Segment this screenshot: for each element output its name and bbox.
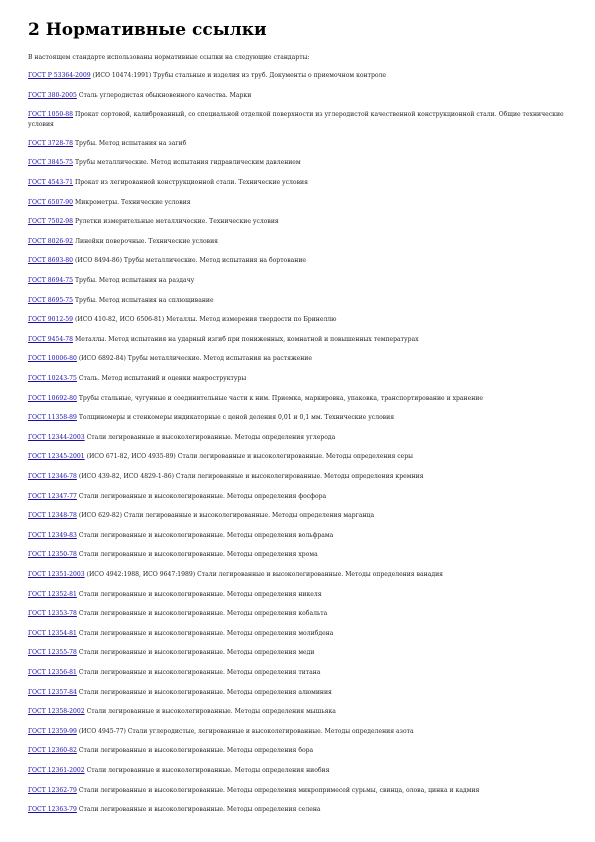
- reference-link[interactable]: ГОСТ 1050-88: [28, 111, 74, 119]
- reference-item: [28, 766, 568, 776]
- reference-item: [28, 707, 568, 717]
- reference-item: [28, 394, 568, 404]
- reference-title: Стали легированные и высоколегированные. Методы определения микропримесей сурьмы, свинца, олова, цинка и кадмия: [76, 786, 480, 794]
- reference-title: Стали легированные и высоколегированные. Методы определения ниобия: [84, 767, 330, 774]
- reference-item: [28, 433, 568, 443]
- reference-item: [28, 178, 568, 188]
- reference-title: Линейки поверочные. Технические условия: [73, 237, 218, 245]
- reference-link[interactable]: ГОСТ 12346-78: [28, 473, 77, 480]
- reference-title: Стали легированные и высоколегированные. Методы определения углерода: [84, 433, 336, 441]
- reference-title: Стали легированные и высоколегированные. Методы определения мышьяка: [84, 708, 336, 716]
- reference-item: [28, 158, 568, 168]
- reference-item: [28, 335, 568, 345]
- reference-link[interactable]: ГОСТ 9012-59: [28, 316, 74, 324]
- reference-title: Трубы. Метод испытания на загиб: [73, 139, 187, 147]
- reference-title: Стали легированные и высоколегированные. Методы определения фосфора: [76, 492, 327, 500]
- intro-paragraph: В настоящем стандарте использованы нормативные ссылки на следующие стандарты:: [28, 54, 310, 61]
- reference-title: Микрометры. Технические условия: [73, 198, 191, 206]
- reference-title: (ИСО 410-82, ИСО 6506-81) Металлы. Метод измерения твердости по Бринеллю: [73, 316, 337, 324]
- reference-title: Стали легированные и высоколегированные. Методы определения вольфрама: [76, 531, 334, 539]
- reference-title: Стали легированные и высоколегированные. Методы определения кобальта: [76, 610, 328, 618]
- reference-item: [28, 256, 568, 266]
- reference-title: Стали легированные и высоколегированные. Методы определения молибдена: [76, 629, 334, 637]
- reference-item: [28, 511, 568, 521]
- reference-link[interactable]: ГОСТ 6507-90: [28, 198, 74, 206]
- reference-link[interactable]: ГОСТ 12358-2002: [28, 708, 85, 716]
- reference-item: [28, 217, 568, 227]
- reference-link[interactable]: ГОСТ 7502-98: [28, 218, 74, 226]
- reference-link[interactable]: ГОСТ 12351-2003: [28, 571, 85, 578]
- reference-link[interactable]: ГОСТ 12360-82: [28, 747, 77, 755]
- reference-link[interactable]: ГОСТ 3845-75: [28, 159, 74, 167]
- reference-item: [28, 805, 568, 815]
- reference-item: [28, 609, 568, 619]
- reference-title: (ИСО 4942:1988, ИСО 9647:1989) Стали легированные и высоколегированные. Методы определения ванадия: [84, 571, 444, 578]
- reference-link[interactable]: ГОСТ 10692-80: [28, 394, 77, 402]
- reference-item: [28, 531, 568, 541]
- reference-item: [28, 198, 568, 208]
- reference-link[interactable]: ГОСТ 12357-84: [28, 688, 77, 696]
- reference-title: (ИСО 10474:1991) Трубы стальные и изделия из труб. Документы о приемочном контроле: [90, 72, 387, 79]
- reference-link[interactable]: ГОСТ 12344-2003: [28, 433, 85, 441]
- reference-link[interactable]: ГОСТ 12352-81: [28, 590, 77, 598]
- reference-item: [28, 354, 568, 364]
- reference-title: Сталь. Метод испытаний и оценки макроструктуры: [76, 375, 247, 382]
- reference-title: Стали легированные и высоколегированные. Методы определения никеля: [76, 590, 322, 598]
- reference-title: Трубы. Метод испытания на сплющивание: [73, 296, 214, 304]
- reference-item: [28, 746, 568, 756]
- reference-item: [28, 110, 568, 130]
- section-heading: 2 Нормативные ссылки: [28, 20, 267, 40]
- reference-link[interactable]: ГОСТ 12355-78: [28, 649, 77, 657]
- reference-link[interactable]: ГОСТ 12349-83: [28, 531, 77, 539]
- reference-link[interactable]: ГОСТ 10243-75: [28, 375, 77, 382]
- reference-item: [28, 91, 568, 101]
- reference-item: [28, 668, 568, 678]
- reference-link[interactable]: ГОСТ 12361-2002: [28, 767, 85, 774]
- reference-item: [28, 139, 568, 149]
- reference-item: [28, 590, 568, 600]
- reference-title: Трубы металлические. Метод испытания гидравлическим давлением: [73, 159, 301, 167]
- reference-item: [28, 492, 568, 502]
- reference-title: Прокат сортовой, калиброванный, со специальной отделкой поверхности из углеродистой качественной конструкционной стали. Общие технические условия: [28, 111, 564, 129]
- reference-title: (ИСО 8494-86) Трубы металлические. Метод испытания на бортование: [73, 257, 307, 265]
- reference-item: [28, 786, 568, 796]
- reference-link[interactable]: ГОСТ 12348-78: [28, 512, 77, 520]
- reference-title: (ИСО 4945-77) Стали углеродистые, легированные и высоколегированные. Методы определения азота: [76, 727, 414, 735]
- reference-item: [28, 71, 568, 81]
- reference-title: Металлы. Метод испытания на ударный изгиб при пониженных, комнатной и повышенных температурах: [73, 335, 419, 343]
- reference-title: (ИСО 671-82, ИСО 4935-89) Стали легированные и высоколегированные. Методы определения серы: [84, 453, 413, 461]
- reference-title: Стали легированные и высоколегированные. Методы определения селена: [76, 806, 321, 814]
- reference-title: Прокат из легированной конструкционной стали. Технические условия: [73, 179, 308, 186]
- reference-item: [28, 296, 568, 306]
- reference-item: [28, 413, 568, 423]
- reference-item: [28, 570, 568, 580]
- reference-item: [28, 374, 568, 384]
- reference-link[interactable]: ГОСТ 9454-78: [28, 335, 74, 343]
- reference-link[interactable]: ГОСТ 8695-75: [28, 296, 74, 304]
- reference-title: (ИСО 629-82) Стали легированные и высоколегированные. Методы определения марганца: [76, 512, 375, 520]
- reference-link[interactable]: ГОСТ 10006-80: [28, 355, 77, 363]
- reference-link[interactable]: ГОСТ 380-2005: [28, 91, 77, 99]
- reference-link[interactable]: ГОСТ 12354-81: [28, 629, 77, 637]
- reference-link[interactable]: ГОСТ 8693-80: [28, 257, 74, 265]
- reference-item: [28, 472, 568, 482]
- reference-link[interactable]: ГОСТ 3728-78: [28, 139, 74, 147]
- reference-title: Толщиномеры и стенкомеры индикаторные с ценой деления 0,01 и 0,1 мм. Технические условия: [76, 414, 395, 422]
- reference-title: Сталь углеродистая обыкновенного качества. Марки: [76, 91, 252, 99]
- reference-title: (ИСО 6892-84) Трубы металлические. Метод испытания на растяжение: [76, 355, 312, 363]
- reference-title: Стали легированные и высоколегированные. Методы определения меди: [76, 649, 315, 657]
- reference-link[interactable]: ГОСТ 8026-92: [28, 237, 74, 245]
- reference-link[interactable]: ГОСТ Р 53364-2009: [28, 72, 91, 79]
- reference-title: Стали легированные и высоколегированные. Методы определения алюминия: [76, 688, 332, 696]
- reference-item: [28, 452, 568, 462]
- reference-item: [28, 727, 568, 737]
- reference-title: Стали легированные и высоколегированные. Методы определения титана: [76, 669, 321, 676]
- reference-link[interactable]: ГОСТ 12353-78: [28, 610, 77, 618]
- reference-item: [28, 276, 568, 286]
- reference-link[interactable]: ГОСТ 12347-77: [28, 492, 77, 500]
- reference-item: [28, 550, 568, 560]
- reference-link[interactable]: ГОСТ 12350-78: [28, 551, 77, 559]
- reference-item: [28, 629, 568, 639]
- reference-link[interactable]: ГОСТ 8694-75: [28, 277, 74, 284]
- reference-title: Трубы стальные, чугунные и соединительные части к ним. Приемка, маркировка, упаковка, транспортирование и хранение: [76, 394, 483, 402]
- reference-link[interactable]: ГОСТ 12345-2001: [28, 453, 85, 461]
- reference-item: [28, 237, 568, 247]
- reference-link[interactable]: ГОСТ 12363-79: [28, 806, 77, 814]
- reference-link[interactable]: ГОСТ 12356-81: [28, 669, 77, 676]
- reference-item: [28, 688, 568, 698]
- reference-link[interactable]: ГОСТ 12359-99: [28, 727, 77, 735]
- reference-item: [28, 315, 568, 325]
- reference-item: [28, 648, 568, 658]
- reference-title: Рулетки измерительные металлические. Технические условия: [73, 218, 279, 226]
- reference-link[interactable]: ГОСТ 4543-71: [28, 179, 74, 186]
- reference-title: Стали легированные и высоколегированные. Методы определения хрома: [76, 551, 318, 559]
- reference-title: Стали легированные и высоколегированные. Методы определения бора: [76, 747, 314, 755]
- reference-link[interactable]: ГОСТ 11358-89: [28, 414, 77, 422]
- reference-link[interactable]: ГОСТ 12362-79: [28, 786, 77, 794]
- reference-title: Трубы. Метод испытания на раздачу: [73, 277, 195, 284]
- reference-title: (ИСО 439-82, ИСО 4829-1-86) Стали легированные и высоколегированные. Методы определения кремния: [76, 473, 424, 480]
